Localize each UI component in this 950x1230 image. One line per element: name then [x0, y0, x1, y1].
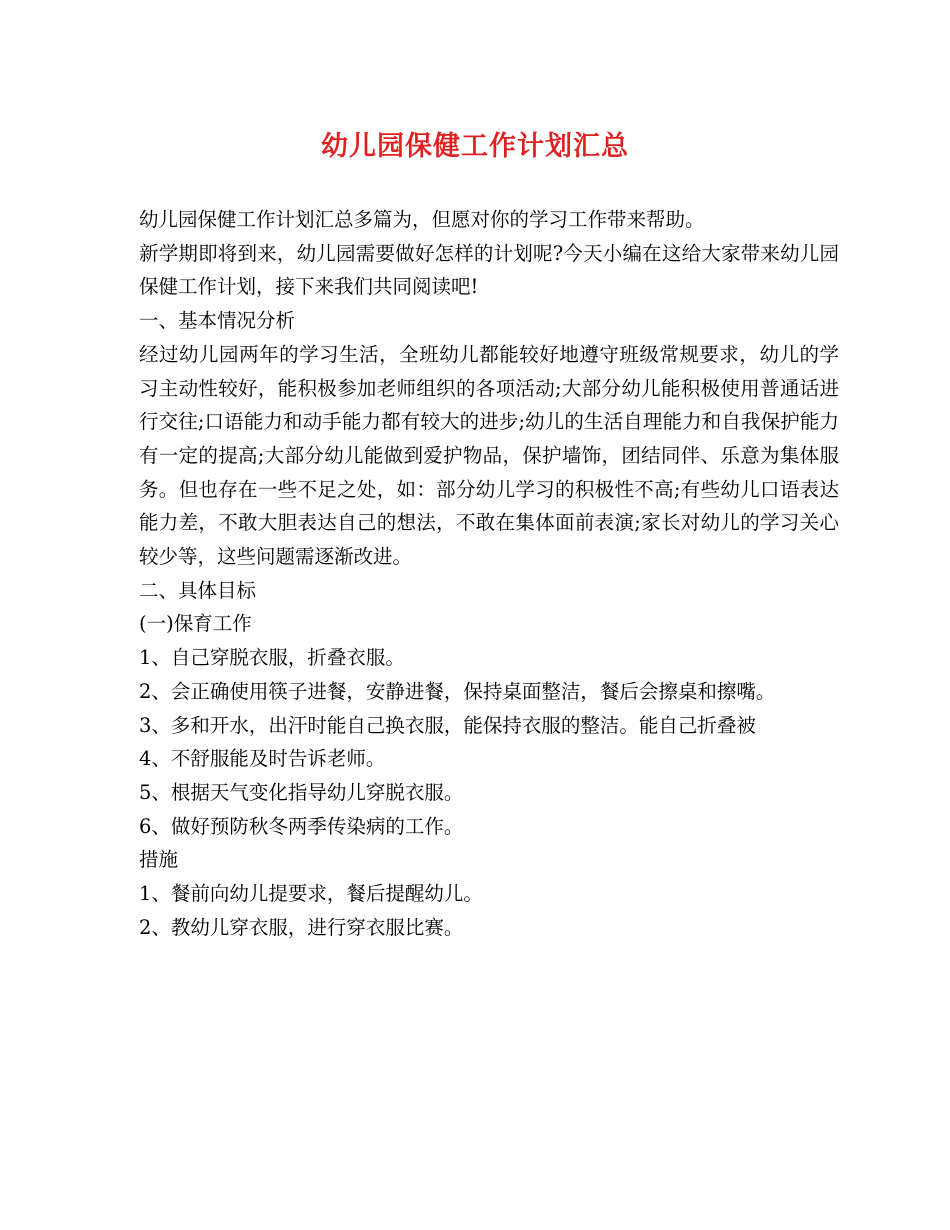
section-heading: 二、具体目标: [139, 578, 257, 602]
list-item: 1、自己穿脱衣服，折叠衣服。: [139, 646, 405, 670]
list-item: 2、教幼儿穿衣服，进行穿衣服比赛。: [139, 915, 464, 939]
list-item: 1、餐前向幼儿提要求，餐后提醒幼儿。: [139, 882, 483, 906]
document-body: [139, 203, 839, 944]
document-title: 幼儿园保健工作计划汇总: [321, 131, 629, 162]
list-item: 3、多和开水，出汗时能自己换衣服，能保持衣服的整洁。能自己折叠被: [139, 713, 756, 737]
subsection-heading: (一)保育工作: [139, 612, 252, 636]
list-item: 5、根据天气变化指导幼儿穿脱衣服。: [139, 780, 464, 804]
list-item: 4、不舒服能及时告诉老师。: [139, 747, 386, 771]
intro-paragraph: 幼儿园保健工作计划汇总多篇为，但愿对你的学习工作带来帮助。: [139, 208, 705, 231]
section-heading: 一、基本情况分析: [139, 309, 296, 333]
body-paragraph: 经过幼儿园两年的学习生活，全班幼儿都能较好地遵守班级常规要求，幼儿的学习主动性较好，能积极参加老师组织的各项活动;大部分幼儿能积极使用普通话进行交往;口语能力和动手能力都有较大的进步;幼儿的生活自理能力和自我保护能力有一定的提高;大部分幼儿能做到爱护物品，保护墙饰，团结同伴、乐意为集体服务。但也存在一些不足之处，如：部分幼儿学习的积极性不高;有些幼儿口语表达能力差，不敢大胆表达自己的想法，不敢在集体面前表演;家长对幼儿的学习关心较少等，这些问题需逐渐改进。: [139, 342, 839, 569]
section-heading: 措施: [139, 848, 179, 872]
intro-paragraph: 新学期即将到来，幼儿园需要做好怎样的计划呢?今天小编在这给大家带来幼儿园保健工作计划，接下来我们共同阅读吧!: [139, 241, 839, 299]
list-item: 6、做好预防秋冬两季传染病的工作。: [139, 814, 464, 838]
list-item: 2、会正确使用筷子进餐，安静进餐，保持桌面整洁，餐后会擦桌和擦嘴。: [139, 679, 776, 703]
